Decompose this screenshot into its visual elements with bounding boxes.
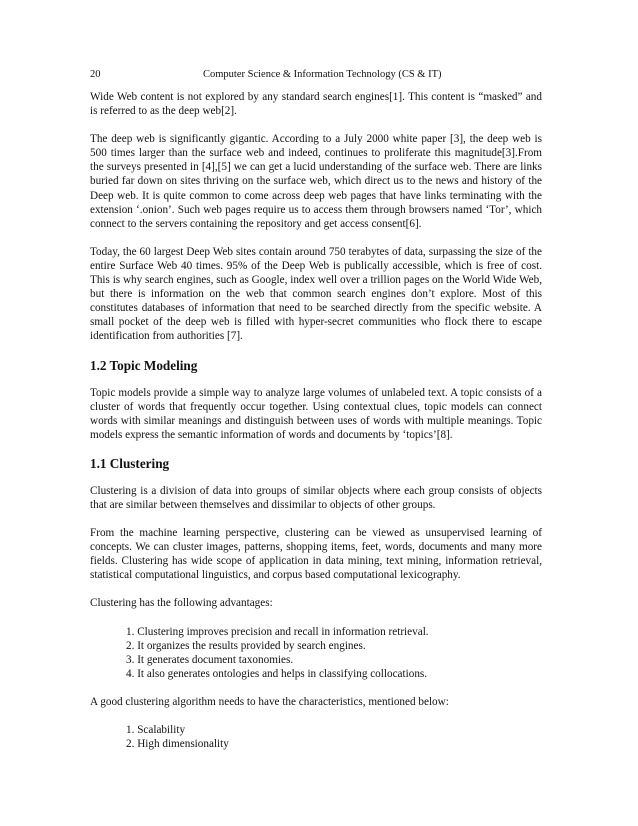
list-item: 3. It generates document taxonomies. [126, 653, 294, 666]
list-item: 2. High dimensionality [126, 738, 229, 751]
list-item: 1. Scalability [126, 724, 186, 736]
list-item: 4. It also generates ontologies and helps in classifying collocations. [126, 667, 428, 680]
characteristics-list [90, 723, 542, 751]
paragraph-clustering-definition: Clustering is a division of data into groups of similar objects where each group consists of objects that are similar between themselves and dissimilar to objects of other groups. [90, 484, 542, 511]
paragraph-deep-web-sites: Today, the 60 largest Deep Web sites contain around 750 terabytes of data, surpassing the size of the entire Surface Web 40 times. 95% of the Deep Web is publically accessible, which is free of cost. This is why search engines, such as Google, index well over a trillion pages on the World Wide Web, but there is information on the web that common search engines don’t explore. Most of this constitutes databases of information that need to be searched directly from the specific website. A small pocket of the deep web is filled with hyper-secret communities who flock there to escape identification from authorities [7]. [90, 245, 542, 343]
paragraph-clustering-ml: From the machine learning perspective, clustering can be viewed as unsupervised learning of concepts. We can cluster images, patterns, shopping items, feet, words, documents and many more fields. Clustering has wide scope of application in data mining, text mining, information retrieval, statistical computational linguistics, and corpus based computational lexicography. [90, 527, 542, 582]
page-number: 20 [90, 69, 101, 80]
running-header [90, 68, 542, 82]
section-heading-topic-modeling: 1.2 Topic Modeling [90, 357, 198, 373]
body-text [90, 90, 542, 765]
section-heading-clustering: 1.1 Clustering [90, 455, 170, 471]
list-item: 2. It organizes the results provided by search engines. [126, 639, 366, 652]
list-item: 1. Clustering improves precision and recall in information retrieval. [126, 625, 429, 638]
paragraph-deep-web-intro: Wide Web content is not explored by any standard search engines[1]. This content is “masked” and is referred to as the deep web[2]. [90, 91, 542, 118]
paragraph-characteristics-intro: A good clustering algorithm needs to have the characteristics, mentioned below: [90, 695, 449, 708]
journal-title: Computer Science & Information Technology (CS & IT) [203, 69, 442, 80]
paragraph-deep-web-size: The deep web is significantly gigantic. According to a July 2000 white paper [3], the deep web is 500 times larger than the surface web and indeed, continues to proliferate this magnitude[3].From the surveys presented in [4],[5] we can get a lucid understanding of the surface web. There are links buried far down on sites thriving on the surface web, which direct us to the news and history of the Deep web. It is quite common to come across deep web pages that have links terminating with the extension ‘.onion’. Such web pages require us to access them through browsers named ‘Tor’, which connect to the servers containing the repository and get access consent[6]. [90, 133, 542, 230]
paragraph-topic-models: Topic models provide a simple way to analyze large volumes of unlabeled text. A topic consists of a cluster of words that frequently occur together. Using contextual clues, topic models can connect words with similar meanings and distinguish between uses of words with multiple meanings. Topic models express the semantic information of words and documents by ‘topics’[8]. [90, 386, 542, 441]
advantages-list [90, 625, 542, 681]
paragraph-advantages-intro: Clustering has the following advantages: [90, 597, 273, 610]
